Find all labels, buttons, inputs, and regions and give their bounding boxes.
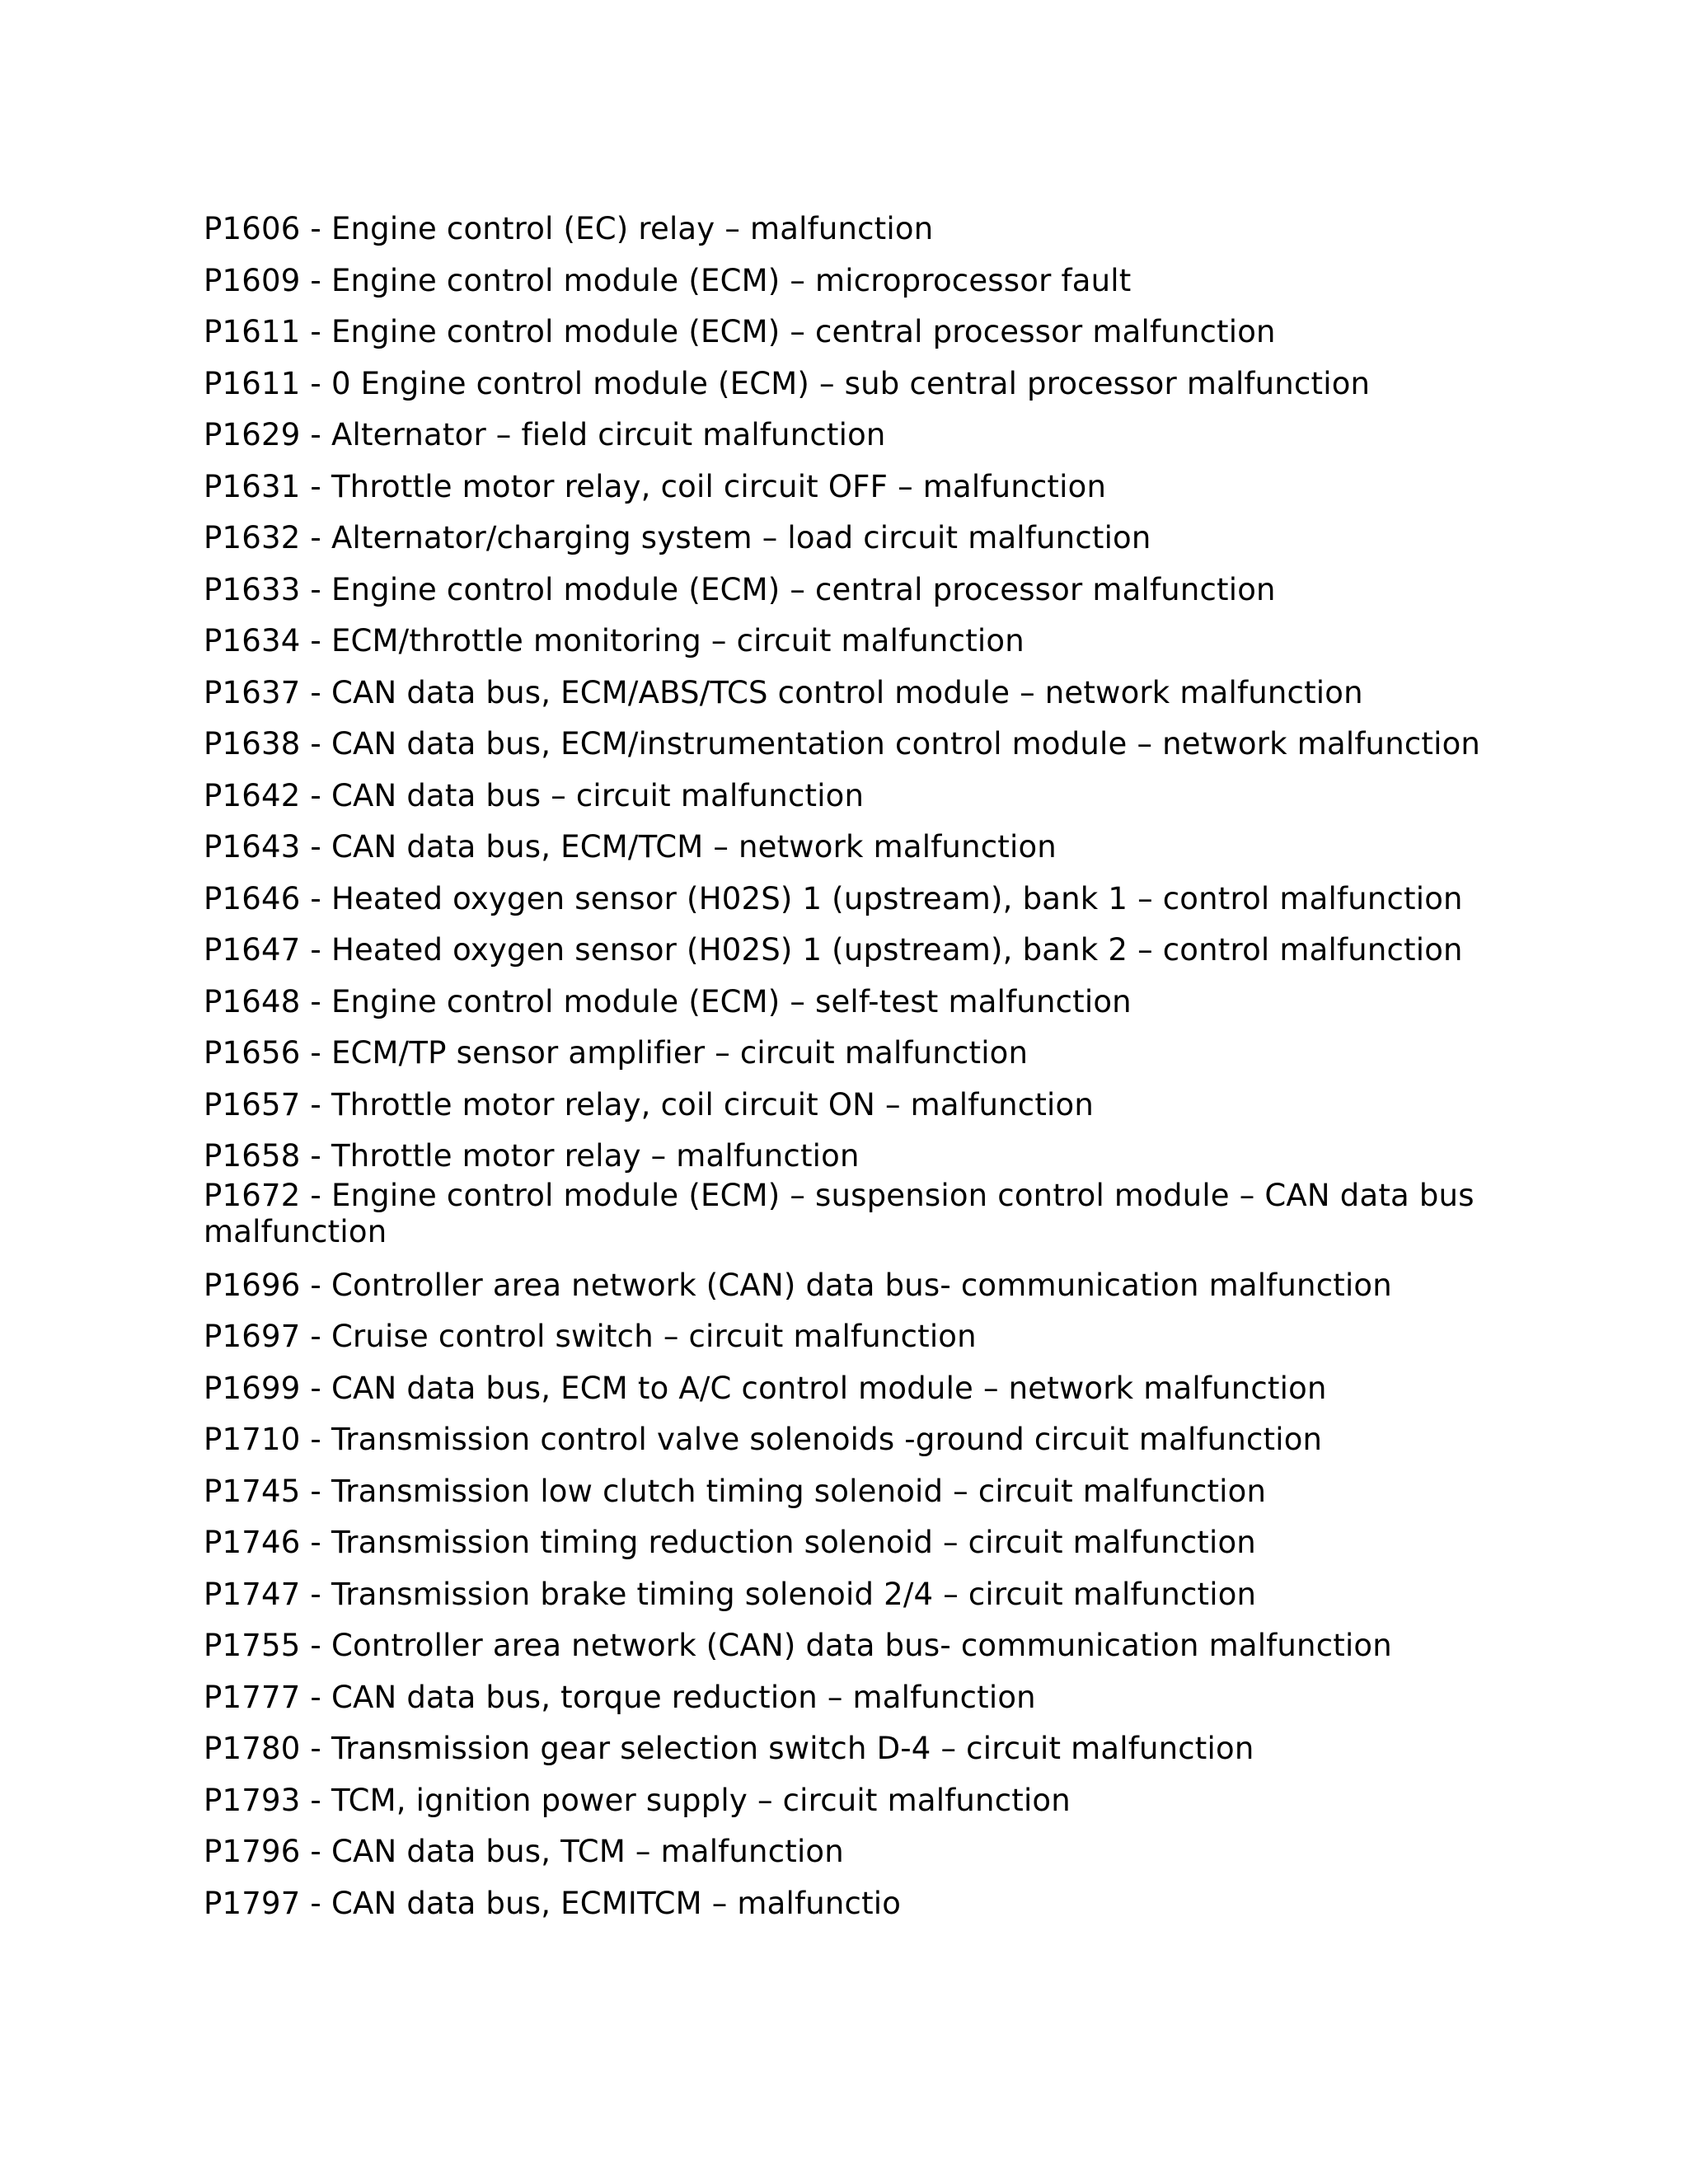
code-line: P1647 - Heated oxygen sensor (H02S) 1 (upstream), bank 2 – control malfunction — [204, 932, 1463, 968]
code-line: P1747 - Transmission brake timing solenoid 2/4 – circuit malfunction — [204, 1576, 1257, 1612]
code-line: P1796 - CAN data bus, TCM – malfunction — [204, 1834, 844, 1869]
code-line: P1710 - Transmission control valve solenoids -ground circuit malfunction — [204, 1422, 1323, 1457]
code-line: P1755 - Controller area network (CAN) data bus- communication malfunction — [204, 1628, 1392, 1663]
code-line: P1606 - Engine control (EC) relay – malfunction — [204, 211, 934, 246]
code-line: P1696 - Controller area network (CAN) data bus- communication malfunction — [204, 1267, 1392, 1303]
code-line: P1638 - CAN data bus, ECM/instrumentation control module – network malfunction — [204, 726, 1481, 762]
code-line: P1657 - Throttle motor relay, coil circuit ON – malfunction — [204, 1086, 1095, 1122]
code-line: P1637 - CAN data bus, ECM/ABS/TCS control module – network malfunction — [204, 674, 1363, 710]
code-line: P1611 - 0 Engine control module (ECM) – sub central processor malfunction — [204, 365, 1371, 401]
code-line: P1793 - TCM, ignition power supply – circuit malfunction — [204, 1782, 1071, 1818]
code-line: P1780 - Transmission gear selection switch D-4 – circuit malfunction — [204, 1731, 1254, 1766]
trouble-code-list — [204, 204, 1489, 1929]
code-line: P1648 - Engine control module (ECM) – self-test malfunction — [204, 983, 1132, 1019]
code-line: P1777 - CAN data bus, torque reduction – malfunction — [204, 1679, 1036, 1715]
code-line: P1656 - ECM/TP sensor amplifier – circuit malfunction — [204, 1035, 1029, 1071]
code-line: P1672 - Engine control module (ECM) – suspension control module – CAN data bus malfunction — [204, 1177, 1475, 1249]
code-line: P1642 - CAN data bus – circuit malfunction — [204, 777, 865, 813]
code-line: P1797 - CAN data bus, ECMITCM – malfunctio — [204, 1885, 902, 1921]
code-line: P1658 - Throttle motor relay – malfunction — [204, 1138, 860, 1174]
code-line: P1699 - CAN data bus, ECM to A/C control module – network malfunction — [204, 1370, 1327, 1406]
code-line: P1631 - Throttle motor relay, coil circuit OFF – malfunction — [204, 468, 1107, 504]
code-line: P1633 - Engine control module (ECM) – central processor malfunction — [204, 571, 1276, 607]
code-line: P1611 - Engine control module (ECM) – central processor malfunction — [204, 314, 1276, 349]
code-line: P1646 - Heated oxygen sensor (H02S) 1 (upstream), bank 1 – control malfunction — [204, 880, 1463, 916]
code-line: P1746 - Transmission timing reduction solenoid – circuit malfunction — [204, 1525, 1256, 1560]
code-line: P1697 - Cruise control switch – circuit malfunction — [204, 1319, 977, 1354]
code-line: P1629 - Alternator – field circuit malfunction — [204, 417, 886, 452]
code-line: P1609 - Engine control module (ECM) – microprocessor fault — [204, 262, 1132, 298]
code-line: P1634 - ECM/throttle monitoring – circuit malfunction — [204, 623, 1025, 658]
code-line: P1632 - Alternator/charging system – load circuit malfunction — [204, 520, 1151, 555]
code-line: P1745 - Transmission low clutch timing solenoid – circuit malfunction — [204, 1473, 1267, 1509]
code-line: P1643 - CAN data bus, ECM/TCM – network malfunction — [204, 829, 1057, 865]
